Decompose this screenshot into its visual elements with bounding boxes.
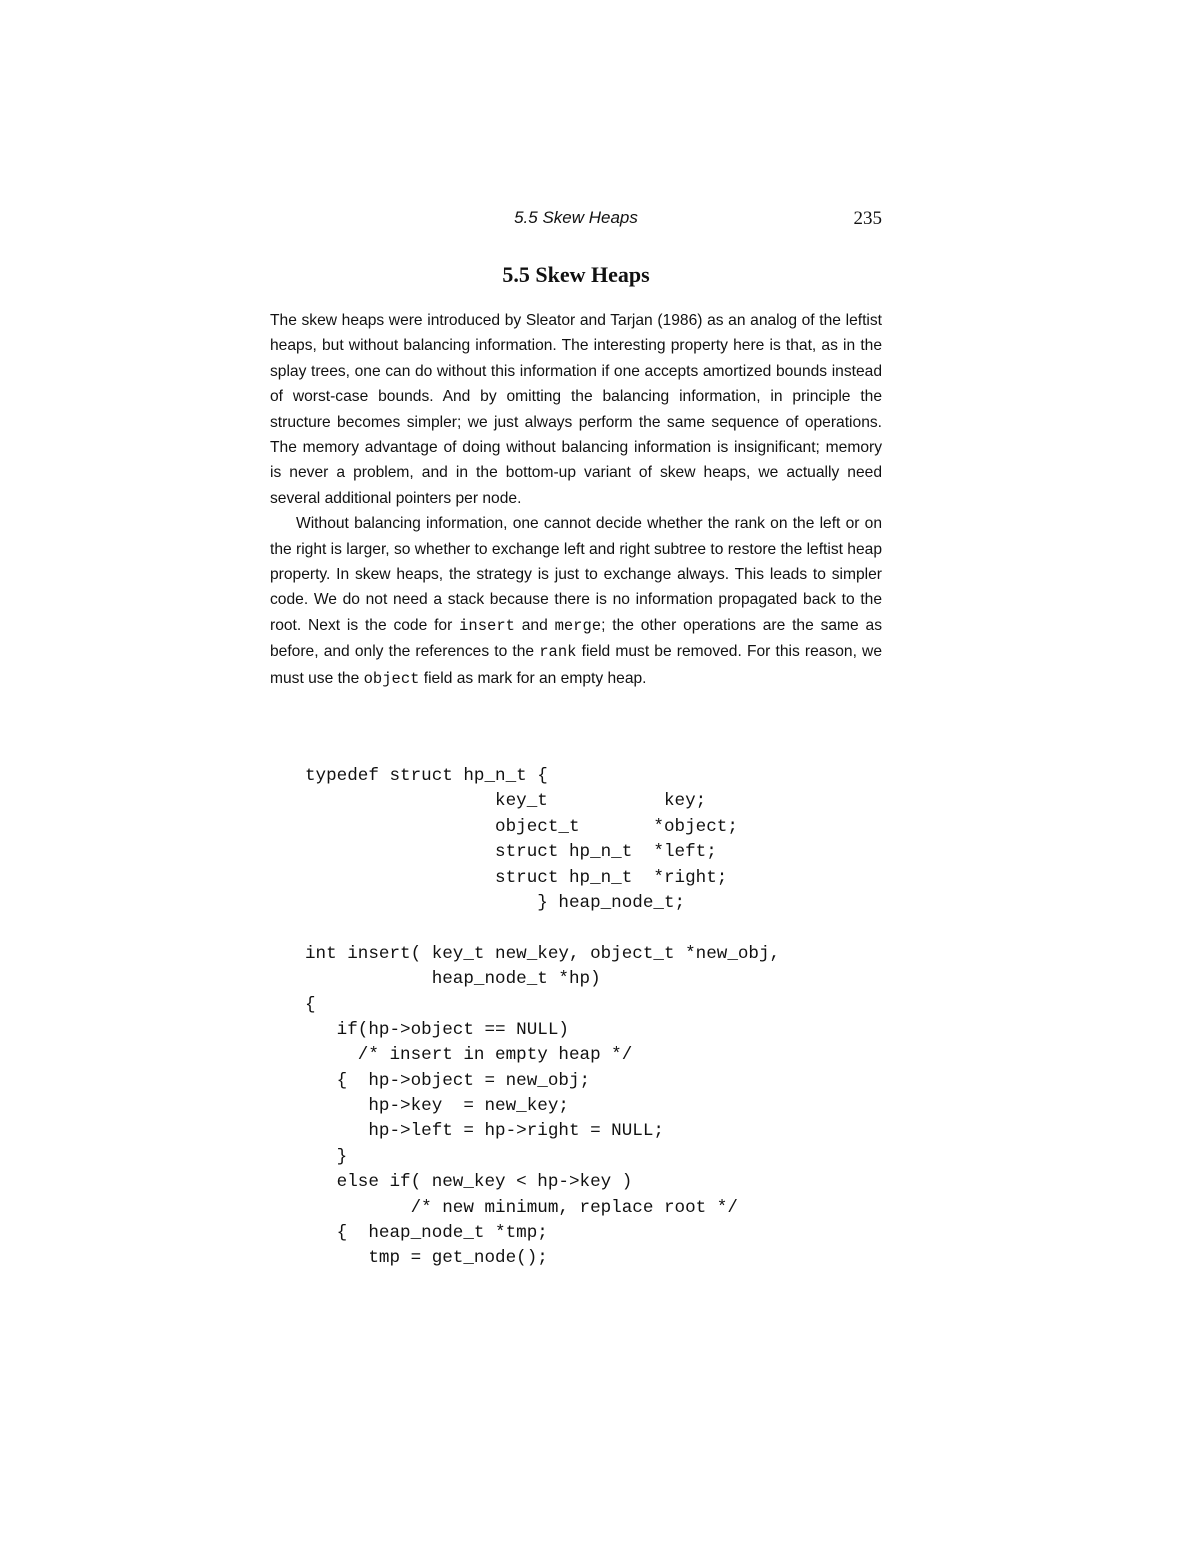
code-line: /* new minimum, replace root */	[305, 1197, 738, 1218]
code-line: int insert( key_t new_key, object_t *new_obj,	[305, 943, 781, 964]
paragraph-strategy-text-3: ; the other operations are the same as before, and only the references to the	[270, 616, 882, 661]
body-text	[270, 308, 882, 692]
page-number: 235	[853, 208, 882, 229]
inline-code-object: object	[363, 669, 420, 688]
code-line: hp->left = hp->right = NULL;	[305, 1121, 664, 1142]
paragraph-strategy-text-5: field as mark for an empty heap.	[419, 669, 647, 687]
code-line: /* insert in empty heap */	[305, 1045, 633, 1066]
paragraph-strategy-text-4: field must be removed. For this reason, we must use the	[270, 643, 882, 687]
inline-code-merge: merge	[554, 616, 602, 635]
code-line: } heap_node_t;	[305, 892, 686, 913]
paragraph-strategy-text-2: and	[514, 616, 555, 634]
code-line: {	[305, 994, 316, 1015]
code-line: if(hp->object == NULL)	[305, 1019, 569, 1040]
inline-code-insert: insert	[459, 616, 515, 635]
code-line: }	[305, 1146, 348, 1167]
section-title: 5.5 Skew Heaps	[502, 262, 650, 287]
code-line: hp->key = new_key;	[305, 1096, 569, 1117]
running-head-title: 5.5 Skew Heaps	[514, 208, 638, 227]
code-line	[305, 916, 780, 941]
code-line: object_t *object;	[305, 816, 738, 837]
code-line: key_t key;	[305, 791, 707, 812]
running-head	[270, 208, 882, 236]
code-line: struct hp_n_t *right;	[305, 867, 728, 888]
paragraph-intro: The skew heaps were introduced by Sleator and Tarjan (1986) as an analog of the leftist heaps, but without balancing information. The interesting property here is that, as in the splay trees, one can do without this information if one accepts amortized bounds instead of worst-case bounds. And by omitting the balancing information, in principle the structure becomes simpler; we just always perform the same sequence of operations. The memory advantage of doing without balancing information is insignificant; memory is never a problem, and in the bottom-up variant of skew heaps, we actually need several additional pointers per node.	[270, 312, 882, 507]
paragraph-strategy-text-1: Without balancing information, one cannot decide whether the rank on the left or on the right is larger, so whether to exchange left and right subtree to restore the leftist heap property. In skew heaps, the strategy is just to exchange always. This leads to simpler code. We do not need a stack because there is no information propagated back to the root. Next is the code for	[270, 515, 882, 634]
code-line: { hp->object = new_obj;	[305, 1070, 591, 1091]
code-listing	[305, 764, 780, 1272]
inline-code-rank: rank	[539, 643, 577, 662]
code-line: typedef struct hp_n_t {	[305, 766, 548, 786]
paragraph-strategy	[270, 511, 882, 692]
code-line: struct hp_n_t *left;	[305, 842, 717, 863]
code-line: tmp = get_node();	[305, 1248, 548, 1269]
code-line: heap_node_t *hp)	[305, 969, 601, 990]
code-line: { heap_node_t *tmp;	[305, 1223, 548, 1244]
code-line: else if( new_key < hp->key )	[305, 1172, 633, 1193]
